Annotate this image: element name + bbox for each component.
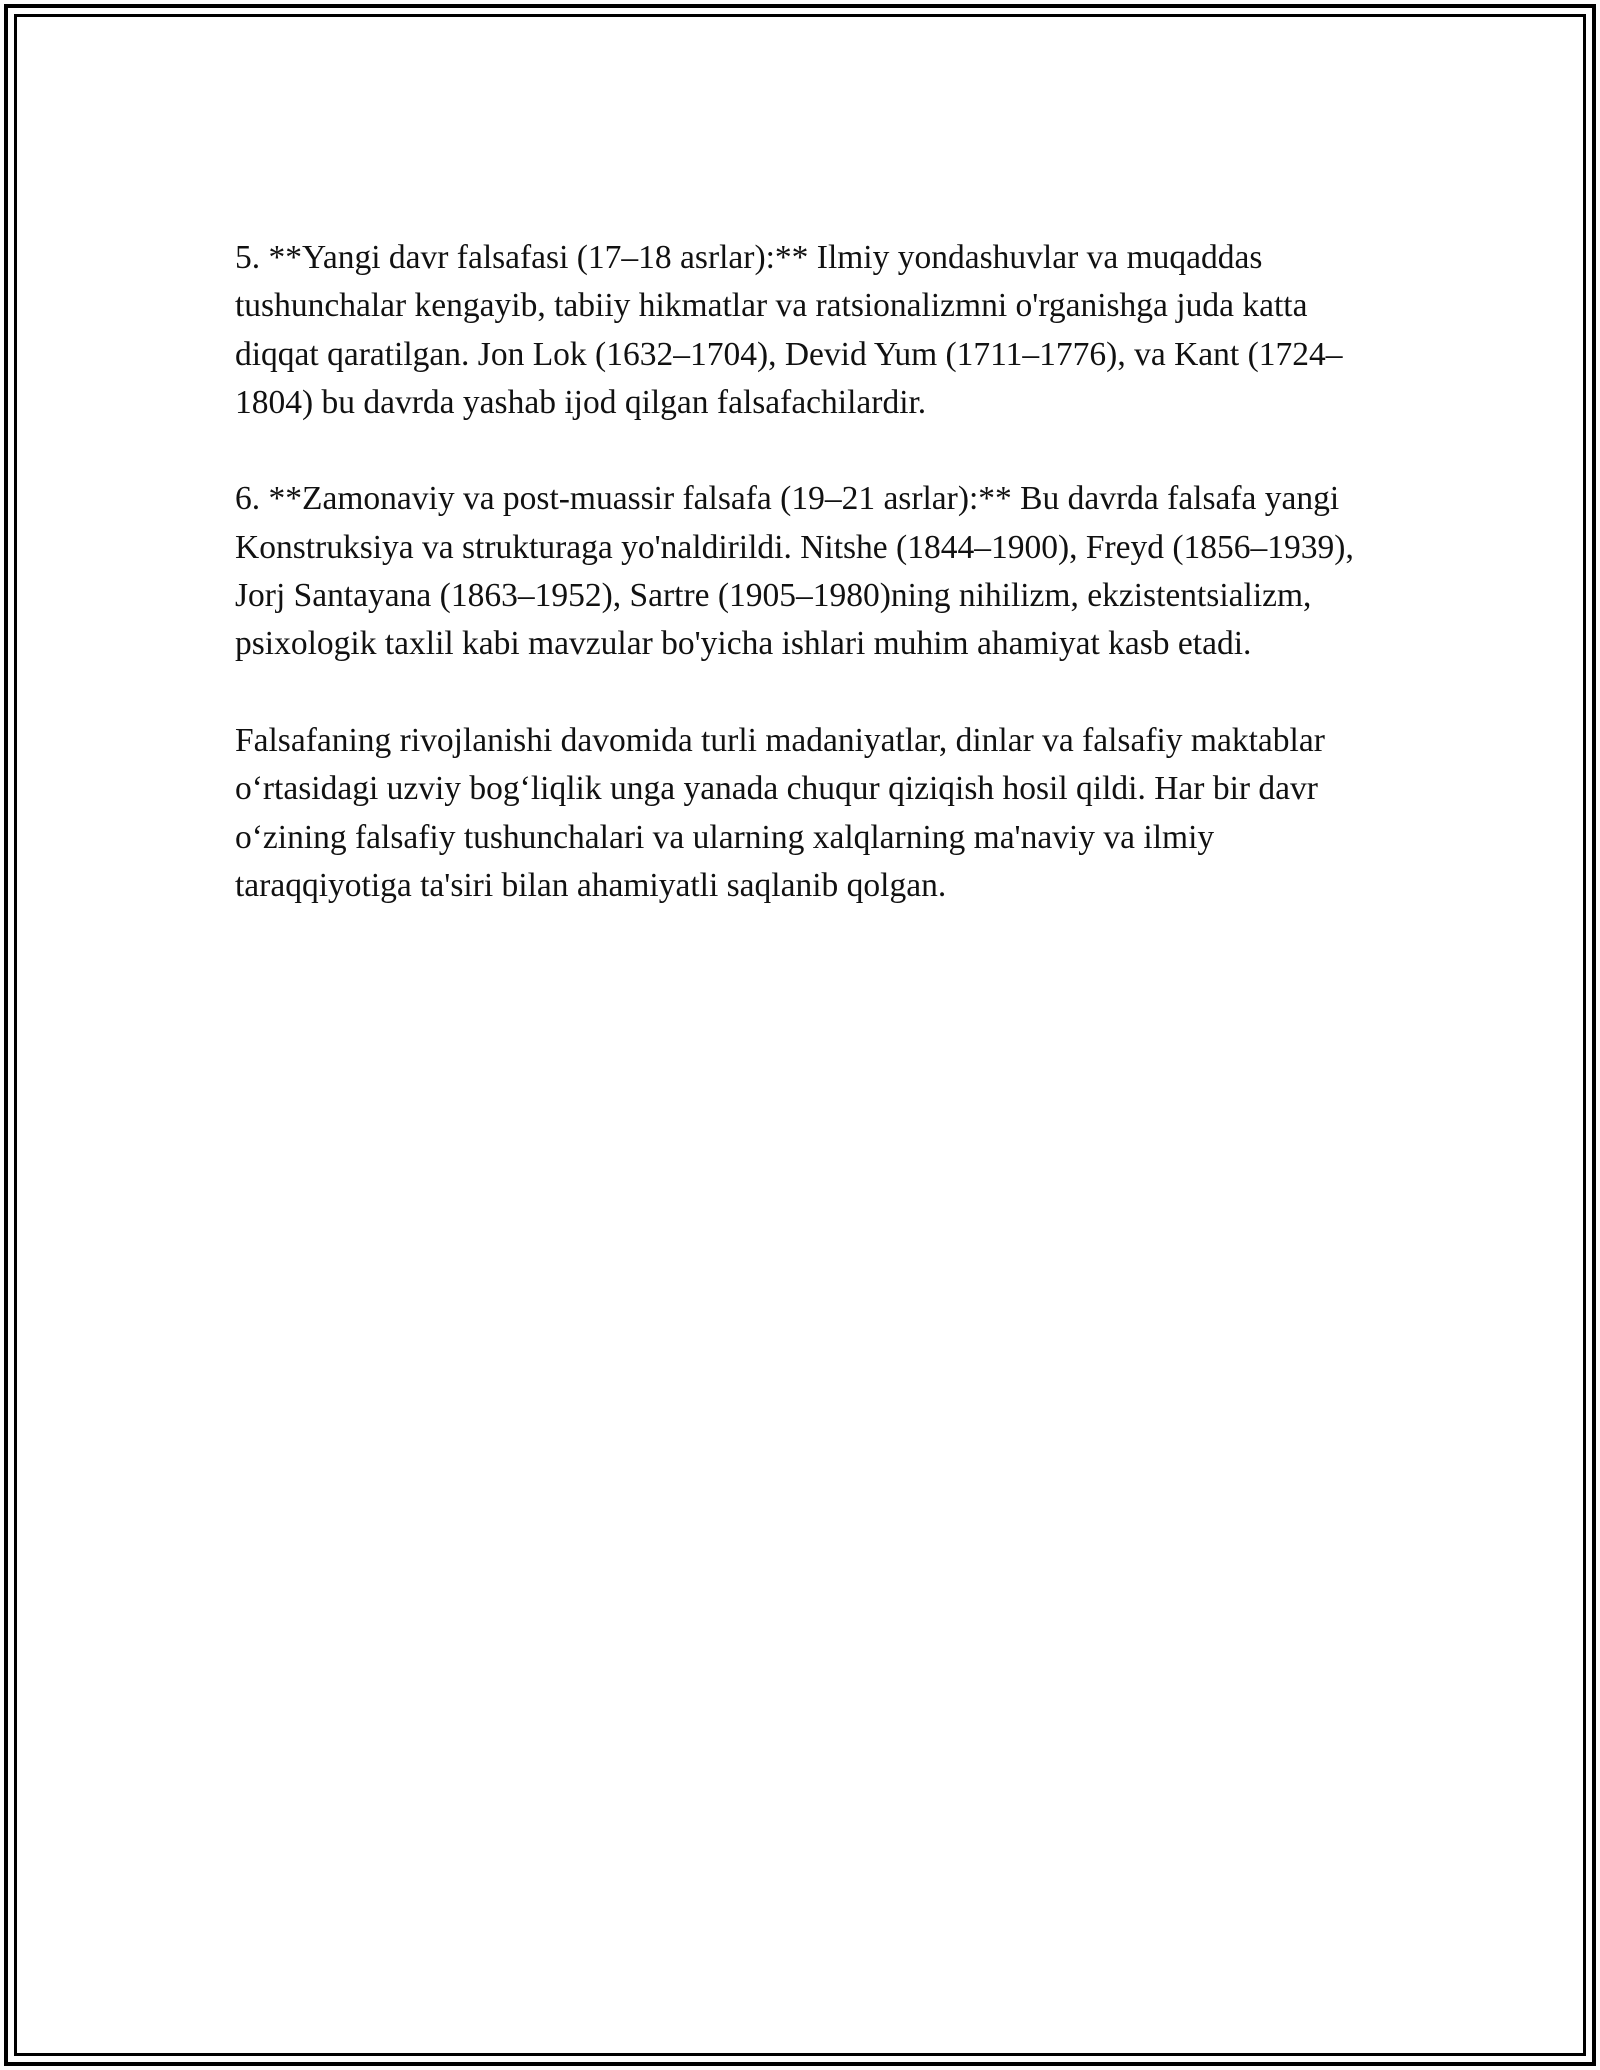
document-body [235, 234, 1375, 910]
paragraph-new-era-philosophy: 5. **Yangi davr falsafasi (17–18 asrlar):** Ilmiy yondashuvlar va muqaddas tushunchalar kengayib, tabiiy hikmatlar va ratsionalizmni o'rganishga juda katta diqqat qaratilgan. Jon Lok (1632–1704), Devid Yum (1711–1776), va Kant (1724–1804) bu davrda yashab ijod qilgan falsafachilardir. [235, 239, 1343, 421]
paragraph-conclusion: Falsafaning rivojlanishi davomida turli madaniyatlar, dinlar va falsafiy maktablar oʻrtasidagi uzviy bogʻliqlik unga yanada chuqur qiziqish hosil qildi. Har bir davr oʻzining falsafiy tushunchalari va ularning xalqlarning ma'naviy va ilmiy taraqqiyotiga ta'siri bilan ahamiyatli saqlanib qolgan. [235, 721, 1325, 904]
paragraph-modern-philosophy: 6. **Zamonaviy va post-muassir falsafa (19–21 asrlar):** Bu davrda falsafa yangi Konstruksiya va strukturaga yo'naldirildi. Nitshe (1844–1900), Freyd (1856–1939), Jorj Santayana (1863–1952), Sartre (1905–1980)ning nihilizm, ekzistentsializm, psixologik taxlil kabi mavzular bo'yicha ishlari muhim ahamiyat kasb etadi. [235, 480, 1354, 663]
